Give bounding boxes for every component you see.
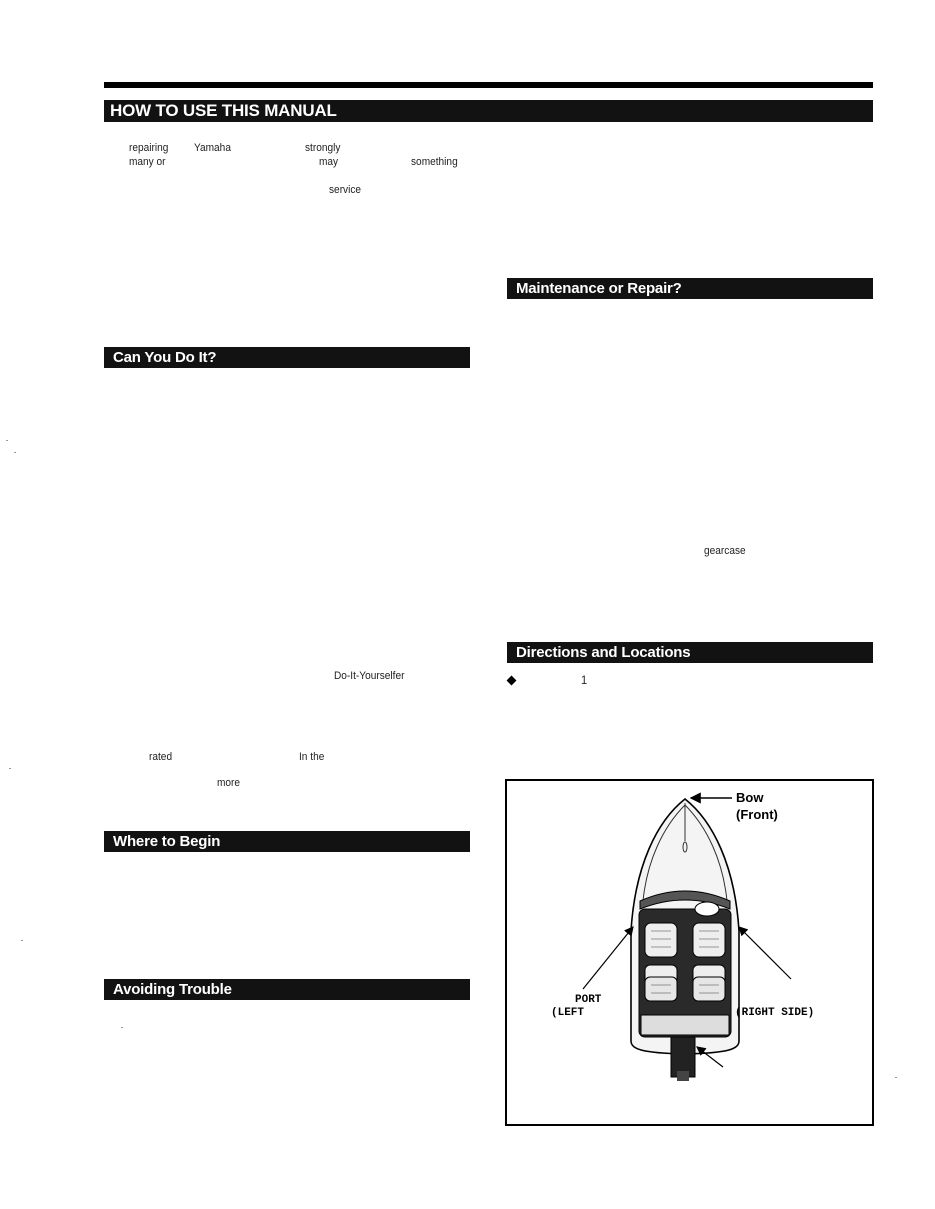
word-more: more: [217, 777, 241, 789]
label-right-side: (RIGHT SIDE): [735, 1007, 815, 1019]
section-title: Maintenance or Repair?: [516, 280, 682, 297]
outboard-lower-unit: [677, 1071, 689, 1081]
top-rule: [104, 82, 873, 88]
word-in-the: In the: [299, 751, 325, 763]
scan-speck: [6, 440, 8, 441]
seat-starboard-rear: [693, 977, 725, 1001]
seat-starboard-front: [693, 923, 725, 957]
label-port: PORT: [575, 994, 602, 1006]
word-yamaha: Yamaha: [194, 142, 231, 154]
label-front: (Front): [736, 807, 778, 822]
scan-speck: [895, 1077, 897, 1078]
section-title: Directions and Locations: [516, 644, 691, 661]
transom: [641, 1015, 729, 1035]
boat-directions-figure: [505, 779, 874, 1126]
scan-speck: [21, 940, 23, 941]
word-rated: rated: [149, 751, 173, 763]
word-repairing: repairing: [129, 142, 169, 154]
section-avoiding-trouble: [104, 979, 470, 1000]
seat-port-front: [645, 923, 677, 957]
section-title: Can You Do It?: [113, 349, 217, 366]
label-bow: Bow: [736, 790, 764, 805]
manual-title-bar: [104, 100, 873, 122]
scan-speck: [14, 452, 16, 453]
label-left: (LEFT: [551, 1007, 585, 1019]
section-title: Where to Begin: [113, 833, 221, 850]
bullet-icon: [507, 676, 517, 686]
section-maintenance-or-repair: [507, 278, 873, 299]
helm-gauge: [695, 902, 719, 916]
manual-title: HOW TO USE THIS MANUAL: [110, 101, 337, 120]
word-something: something: [411, 156, 458, 168]
word-do-it-yourselfer: Do-It-Yourselfer: [334, 670, 405, 682]
section-where-to-begin: [104, 831, 470, 852]
section-title: Avoiding Trouble: [113, 981, 232, 998]
word-many-or: many or: [129, 156, 166, 168]
scan-speck: [9, 768, 11, 769]
section-directions-and-locations: [507, 642, 873, 663]
seat-port-rear: [645, 977, 677, 1001]
section-can-you-do-it: [104, 347, 470, 368]
word-service: service: [329, 184, 362, 196]
starboard-arrow: [739, 927, 791, 979]
word-may: may: [319, 156, 339, 168]
scan-speck: [121, 1027, 123, 1028]
boat-diagram: [507, 781, 872, 1124]
word-gearcase: gearcase: [704, 545, 746, 557]
word-strongly: strongly: [305, 142, 341, 154]
port-arrow: [583, 927, 633, 989]
word-one: 1: [581, 673, 588, 687]
